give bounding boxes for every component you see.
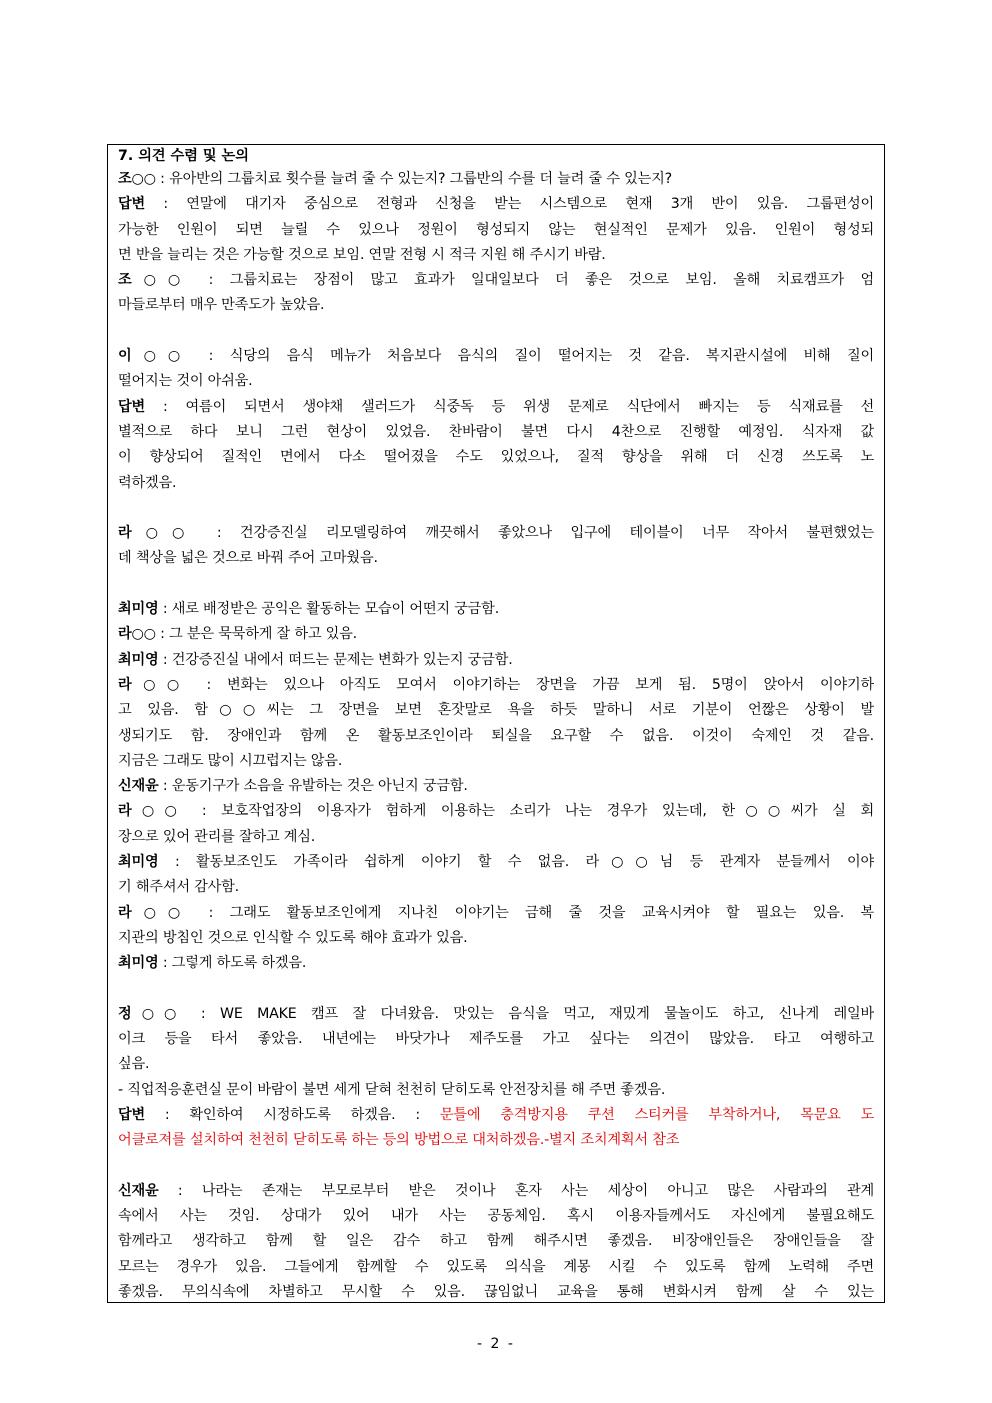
text-line (118, 1128, 874, 1153)
text-line (118, 648, 874, 673)
text-line (118, 471, 874, 496)
text-line (118, 673, 874, 698)
text-line (118, 1229, 874, 1254)
speaker-label: 라○○ (118, 525, 199, 542)
text-line (118, 1078, 874, 1103)
line-text: 면 반을 늘리는 것은 가능할 것으로 보임. 연말 전형 시 적극 지원 해 주시기 바람. (118, 246, 606, 263)
text-line (118, 167, 874, 192)
text-line (118, 951, 874, 976)
line-text: : 그룹치료는 장점이 많고 효과가 일대일보다 더 좋은 것으로 보임. 올해 치료캠프가 엄 (192, 272, 874, 289)
text-line (118, 1255, 874, 1280)
text-line (118, 1179, 874, 1204)
text-line (118, 774, 874, 799)
speaker-label: 최미영 (118, 955, 159, 972)
text-line (118, 875, 874, 900)
text-line (118, 395, 874, 420)
text-line (118, 825, 874, 850)
text-line (118, 724, 874, 749)
blank-line (118, 496, 874, 521)
blank-line (118, 1154, 874, 1179)
text-line (118, 420, 874, 445)
text-line (118, 622, 874, 647)
speaker-label: 최미영 (118, 854, 159, 871)
text-line (118, 1027, 874, 1052)
speaker-label: 이○○ (118, 348, 193, 365)
line-text: 좋겠음. 무의식속에 차별하고 무시할 수 있음. 끊임없니 교육을 통해 변화시켜 함께 살 수 있는 (118, 1284, 874, 1301)
line-text: : 활동보조인도 가족이라 쉽하게 이야기 할 수 없음. 라○○님 등 관계자 분들께서 이야 (158, 854, 874, 871)
speaker-label: 답변 (118, 398, 146, 415)
speaker-label: 조○○ (118, 171, 156, 187)
text-line (118, 521, 874, 546)
speaker-label: 라○○ (118, 676, 191, 693)
line-text: : 확인하여 시정하도록 하겠음. : (145, 1106, 440, 1123)
text-line (118, 344, 874, 369)
speaker-label: 라○○ (118, 626, 156, 643)
line-text: : WE MAKE 캠프 잘 다녀왔음. 맛있는 음식을 먹고, 재밌게 물놀이도 하고, 신나게 레일바 (186, 1005, 874, 1022)
text-line (118, 799, 874, 824)
text-line (118, 369, 874, 394)
line-text: : 연말에 대기자 중심으로 전형과 신청을 받는 시스템으로 현재 3개 반이 있음. 그룹편성이 (145, 196, 874, 213)
speaker-label: 신재윤 (118, 1182, 159, 1199)
line-text: : 식당의 음식 메뉴가 처음보다 음식의 질이 떨어지는 것 같음. 복지관시설에 비해 질이 (192, 348, 874, 365)
line-text: : 보호작업장의 이용자가 험하게 이용하는 소리가 나는 경우가 있는데, 한○○씨가 실 회 (187, 803, 874, 820)
line-text: : 여름이 되면서 생야채 샐러드가 식중독 등 위생 문제로 식단에서 빠지는 등 식재료를 선 (145, 398, 874, 415)
text-line (118, 1204, 874, 1229)
line-text: : 건강증진실 리모델링하여 깨끗해서 좋았으나 입구에 테이블이 너무 작아서 불편했었는 (198, 525, 874, 542)
line-text: : 그렇게 하도록 하겠음. (158, 955, 307, 972)
blank-line (118, 319, 874, 344)
speaker-label: 신재윤 (118, 778, 159, 795)
text-line (118, 218, 874, 243)
text-line (118, 1052, 874, 1077)
line-text: 떨어지는 것이 아쉬움. (118, 373, 253, 390)
line-text: : 변화는 있으나 아직도 모여서 이야기하는 장면을 가끔 보게 됨. 5명이 앉아서 이야기하 (190, 676, 874, 693)
line-text: : 그 분은 묵묵하게 잘 하고 있음. (155, 626, 357, 643)
speaker-label: 최미영 (118, 601, 159, 618)
text-line (118, 293, 874, 318)
speaker-label: 라○○ (118, 904, 193, 921)
text-line (118, 698, 874, 723)
line-text: 지관의 방침인 것으로 인식할 수 있도록 해야 효과가 있음. (118, 929, 468, 946)
speaker-label: 조○○ (118, 272, 193, 289)
blank-line (118, 977, 874, 1002)
text-line (118, 192, 874, 217)
line-text: : 나라는 존재는 부모로부터 받은 것이나 혼자 사는 세상이 아니고 많은 사람과의 관계 (158, 1182, 874, 1199)
line-text: 함께라고 생각하고 함께 할 일은 감수 하고 함께 해주시면 좋겠음. 비장애인들은 장애인들을 잘 (118, 1233, 874, 1250)
text-line (118, 926, 874, 951)
text-line (118, 901, 874, 926)
text-line (118, 850, 874, 875)
section-title: 7. 의견 수렴 및 논의 (118, 148, 249, 164)
line-text: 장으로 있어 관리를 잘하고 계심. (118, 828, 316, 845)
text-line (118, 268, 874, 293)
line-text: 고 있음. 함○○씨는 그 장면을 보면 혼잣말로 욕을 하듯 말하니 서로 기분이 언짢은 상황이 발 (118, 702, 874, 719)
text-line (118, 445, 874, 470)
line-text: : 새로 배정받은 공익은 활동하는 모습이 어떤지 궁금함. (158, 601, 499, 618)
line-text: 생되기도 함. 장애인과 함께 온 활동보조인이라 퇴실을 요구할 수 없음. 이것이 숙제인 것 같음. (118, 727, 874, 744)
line-text: 가능한 인원이 되면 늘릴 수 있으나 정원이 형성되지 않는 현실적인 문제가 있음. 인원이 형성되 (118, 221, 874, 238)
line-text: 싶음. (118, 1056, 150, 1073)
minutes-content (108, 145, 884, 1303)
line-text: 별적으로 하다 보니 그런 현상이 있었음. 찬바람이 불면 다시 4찬으로 진행할 예정임. 식자재 값 (118, 423, 874, 440)
line-text: 이 향상되어 질적인 면에서 다소 떨어졌을 수도 있었으나, 질적 향상을 위해 더 신경 쓰도록 노 (118, 449, 874, 466)
blank-line (118, 572, 874, 597)
minutes-box (107, 144, 885, 1303)
line-text: 모르는 경우가 있음. 그들에게 함께할 수 있도록 의식을 계몽 시킬 수 있도록 함께 노력해 주면 (118, 1258, 874, 1275)
speaker-label: 답변 (118, 196, 146, 213)
line-text: 마들로부터 매우 만족도가 높았음. (118, 297, 325, 314)
action-plan-text: 어클로져를 설치하여 천천히 닫히도록 하는 등의 방법으로 대처하겠음.-별지 조치계획서 참조 (118, 1132, 680, 1149)
speaker-label: 정○○ (118, 1005, 187, 1022)
line-text: 지금은 그래도 많이 시끄럽지는 않음. (118, 752, 343, 769)
speaker-label: 답변 (118, 1106, 146, 1123)
line-text: : 건강증진실 내에서 떠드는 문제는 변화가 있는지 궁금함. (158, 651, 513, 668)
speaker-label: 라○○ (118, 803, 188, 820)
text-line (118, 1002, 874, 1027)
text-line (118, 749, 874, 774)
text-line (118, 1280, 874, 1303)
text-line (118, 243, 874, 268)
line-text: : 그래도 활동보조인에게 지나친 이야기는 금해 줄 것을 교육시켜야 할 필요는 있음. 복 (192, 904, 874, 921)
line-text: 속에서 사는 것임. 상대가 있어 내가 사는 공동체임. 혹시 이용자들께서도 자신에게 불필요해도 (118, 1208, 874, 1225)
speaker-label: 최미영 (118, 651, 159, 668)
line-text: : 운동기구가 소음을 유발하는 것은 아닌지 궁금함. (158, 778, 468, 795)
text-line (118, 546, 874, 571)
line-text: 력하겠음. (118, 474, 177, 491)
line-text: : 유아반의 그룹치료 횟수를 늘려 줄 수 있는지? 그룹반의 수를 더 늘려 줄 수 있는지? (155, 171, 672, 187)
line-text: - 직업적응훈련실 문이 바람이 불면 세게 닫혀 천천히 닫히도록 안전장치를 해 주면 좋겠음. (118, 1081, 666, 1098)
text-line (118, 597, 874, 622)
text-line (118, 1103, 874, 1128)
line-text: 이크 등을 타서 좋았음. 내년에는 바닷가나 제주도를 가고 싶다는 의견이 많았음. 타고 여행하고 (118, 1031, 874, 1048)
line-text: 데 책상을 넓은 것으로 바꿔 주어 고마웠음. (118, 550, 378, 567)
line-text: 기 해주셔서 감사함. (118, 879, 239, 896)
action-plan-text: 문틀에 충격방지용 쿠션 스티커를 부착하거나, 목문요 도 (439, 1106, 874, 1123)
page-number: - 2 - (477, 1336, 515, 1352)
